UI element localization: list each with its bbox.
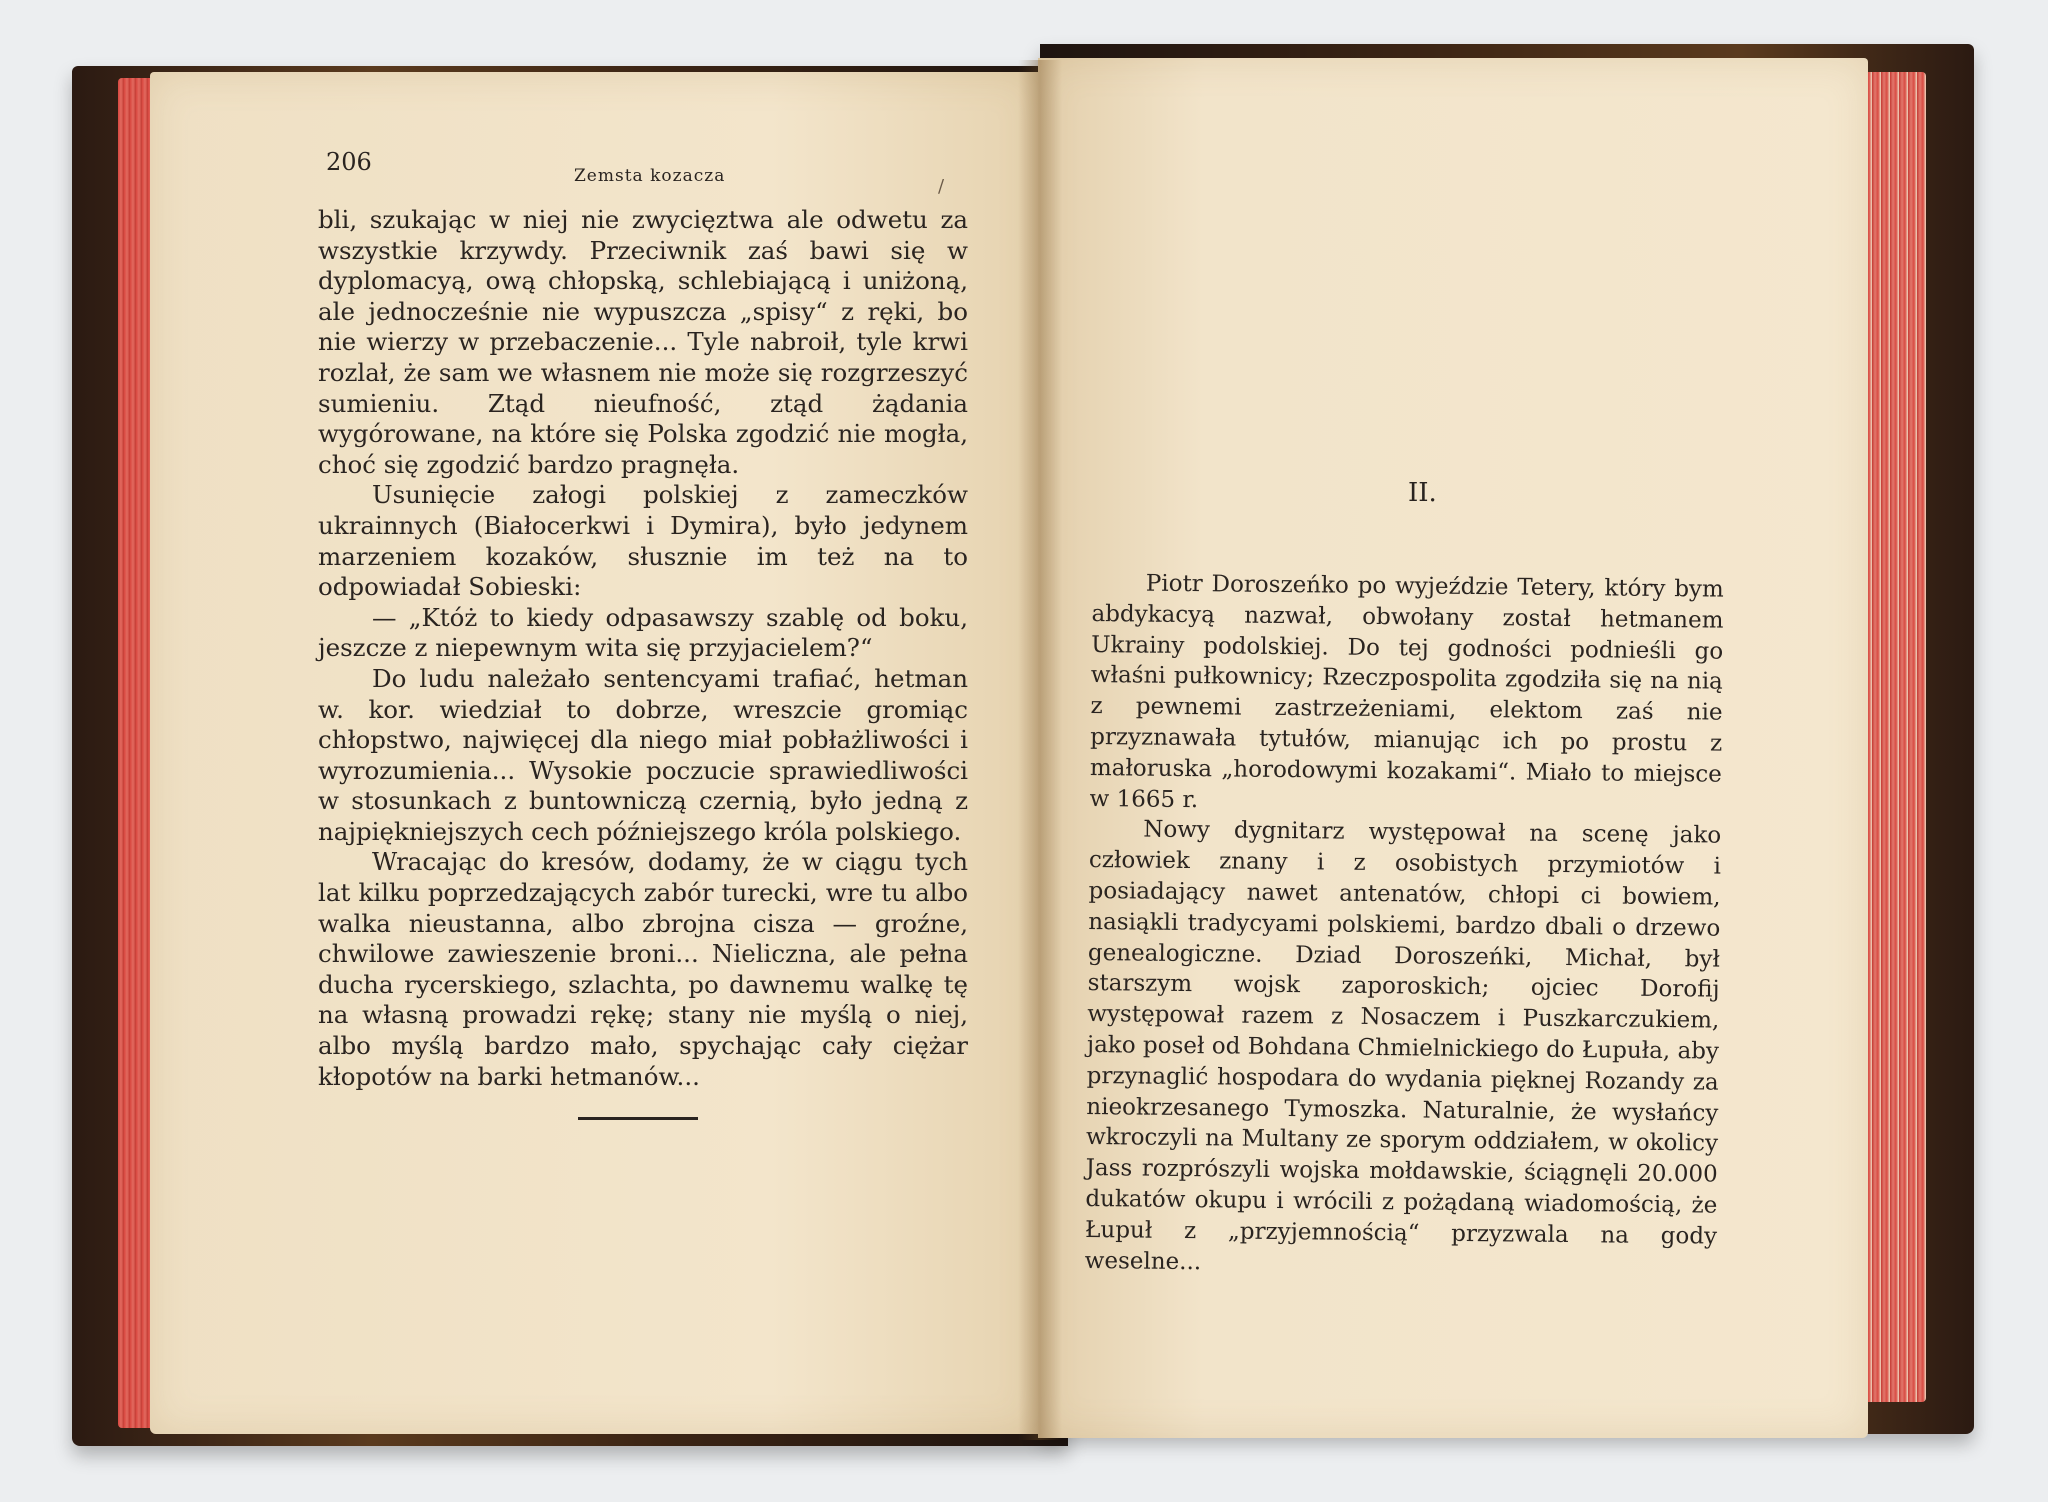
- pencil-mark: /: [938, 176, 945, 197]
- section-rule: [578, 1117, 698, 1120]
- running-head: Zemsta kozacza: [574, 166, 726, 186]
- book-gutter: [1018, 60, 1062, 1440]
- paragraph: — „Któż to kiedy odpasawszy szablę od boku, jeszcze z niepewnym wita się przyjacielem?“: [318, 602, 968, 663]
- paragraph: Nowy dygnitarz występował na scenę jako człowiek znany i z osobistych przymiotów i posiadający nawet antenatów, chłopi ci bowiem, nasiąkli tradycyami polskiemi, bardzo dbali o drzewo genealogiczne. Dziad Doroszeńki, Michał, był starszym wojsk zaporoskich; ojciec Dorofij występował razem z Nosaczem i Puszkarczukiem, jako poseł od Bohdana Chmielnickiego do Łupuła, aby przynaglić hospodara do wydania pięknej Rozandy za nieokrzesanego Tymoszka. Naturalnie, że wysłańcy wkroczyli na Multany ze sporym oddziałem, w okolicy Jass rozprószyli wojska mołdawskie, ściągnęli 20.000 dukatów okupu i wrócili z pożądaną wiadomością, że Łupuł z „przyjemnością“ przyzwala na gody weselne...: [1084, 816, 1722, 1275]
- paragraph: Piotr Doroszeńko po wyjeździe Tetery, który bym abdykacyą nazwał, obwołany został hetmanem Ukrainy podolskiej. Do tej godności podnieśli go właśni pułkownicy; Rzeczpospolita zgodziła się na nią z pewnemi zastrzeżeniami, elektom zaś nie przyznawała tytułów, mianując ich po prostu z małoruska „horodowymi kozakami“. Miało to miejsce w 1665 r.: [1089, 570, 1724, 813]
- left-page-body: [318, 205, 968, 1092]
- page-number: 206: [326, 148, 372, 176]
- chapter-heading: II.: [1408, 478, 1437, 508]
- paragraph: bli, szukając w niej nie zwycięztwa ale odwetu za wszystkie krzywdy. Przeciwnik zaś bawi się w dyplomacyą, ową chłopską, schlebiającą i uniżoną, ale jednocześnie nie wypuszcza „spisy“ z ręki, bo nie wierzy w przebaczenie... Tyle nabroił, tyle krwi rozlał, że sam we własnem nie może się rozgrzeszyć sumieniu. Ztąd nieufność, ztąd żądania wygórowane, na które się Polska zgodzić nie mogła, choć się zgodzić bardzo pragnęła.: [318, 205, 968, 479]
- paragraph: Do ludu należało sentencyami trafiać, hetman w. kor. wiedział to dobrze, wreszcie gromiąc chłopstwo, najwięcej dla niego miał pobłażliwości i wyrozumienia... Wysokie poczucie sprawiedliwości w stosunkach z buntowniczą czernią, było jedną z najpiękniejszych cech późniejszego króla polskiego.: [318, 663, 968, 846]
- paragraph: Wracając do kresów, dodamy, że w ciągu tych lat kilku poprzedzających zabór turecki, wre tu albo walka nieustanna, albo zbrojna cisza — groźne, chwilowe zawieszenie broni... Nieliczna, ale pełna ducha rycerskiego, szlachta, po dawnemu walkę tę na własną prowadzi rękę; stany nie myślą o niej, albo myślą bardzo mało, spychając cały ciężar kłopotów na barki hetmanów...: [318, 847, 968, 1091]
- paragraph: Usunięcie załogi polskiej z zameczków ukrainnych (Białocerkwi i Dymira), było jedynem marzeniem kozaków, słusznie im też na to odpowiadał Sobieski:: [318, 480, 968, 602]
- right-page-body: [1085, 568, 1724, 1283]
